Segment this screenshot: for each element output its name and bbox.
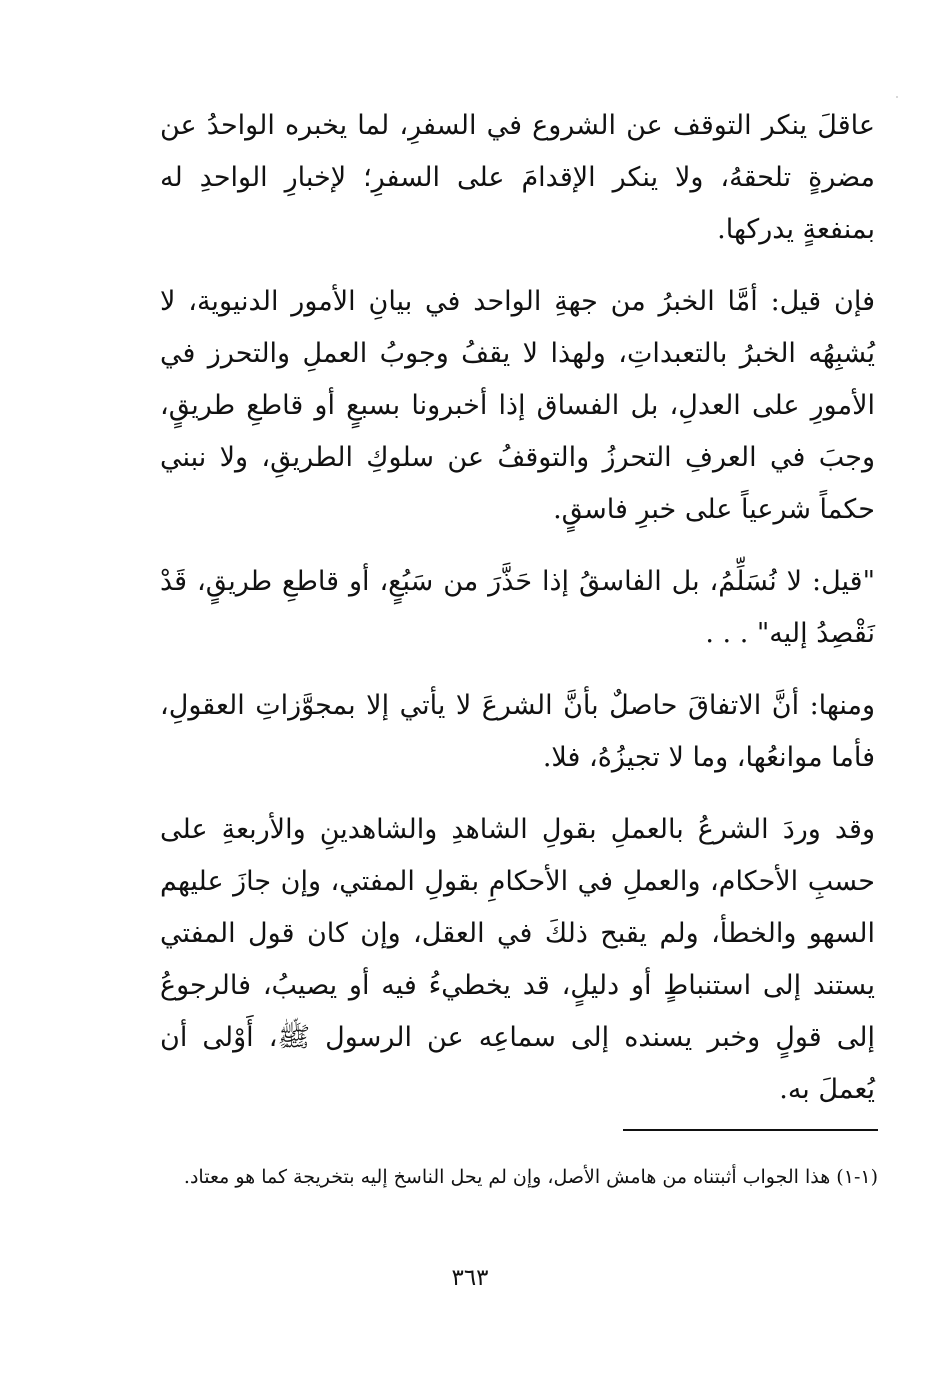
paragraph-4: ومنها: أنَّ الاتفاقَ حاصلٌ بأنَّ الشرعَ لا يأتي إلا بمجوَّزاتِ العقولِ، فأما موانعُها، وما لا تجيزُهُ، فلا. bbox=[160, 690, 875, 773]
main-text bbox=[160, 100, 875, 1136]
footnote-separator bbox=[623, 1129, 878, 1131]
paragraph-2: فإن قيل: أمَّا الخبرُ من جهةِ الواحد في بيانِ الأمور الدنيوية، لا يُشبِهُه الخبرُ بالتعبداتِ، ولهذا لا يقفُ وجوبُ العملِ والتحرز في الأمورِ على العدلِ، بل الفساق إذا أخبرونا بسبعٍ أو قاطعِ طريقٍ، وجبَ في العرفِ التحرزُ والتوقفُ عن سلوكِ الطريقِ، ولا نبني حكماً شرعياً على خبرِ فاسقٍ. bbox=[160, 286, 875, 525]
page-number: ٣٦٣ bbox=[451, 1265, 489, 1291]
paragraph-5: وقد وردَ الشرعُ بالعملِ بقولِ الشاهدِ والشاهدينِ والأربعةِ على حسبِ الأحكام، والعملِ في الأحكامِ بقولِ المفتي، وإن جازَ عليهم السهو والخطأ، ولم يقبح ذلكَ في العقل، وإن كان قول المفتي يستند إلى استنباطٍ أو دليلٍ، قد يخطيءُ فيه أو يصيبُ، فالرجوعُ إلى قولٍ وخبر يسنده إلى سماعِه عن الرسول ﷺ، أَوْلى أن يُعملَ به. bbox=[160, 814, 875, 1105]
footnote: (١-١) هذا الجواب أثبتناه من هامش الأصل، وإن لم يحل الناسخ إليه بتخريجة كما هو معتاد. bbox=[183, 1166, 878, 1188]
scan-speck bbox=[896, 96, 898, 98]
paragraph-3: "قيل: لا نُسَلِّمُ، بل الفاسقُ إذا حَذَّرَ من سَبُعٍ، أو قاطعِ طريقٍ، قَدْ نَقْصِدُ إليه" . . . bbox=[160, 566, 875, 649]
paragraph-1: عاقلَ ينكر التوقف عن الشروع في السفرِ، لما يخبره الواحدُ عن مضرةٍ تلحقهُ، ولا ينكر الإقدامَ على السفرِ؛ لإخبارِ الواحدِ له بمنفعةٍ يدركها. bbox=[160, 110, 875, 245]
